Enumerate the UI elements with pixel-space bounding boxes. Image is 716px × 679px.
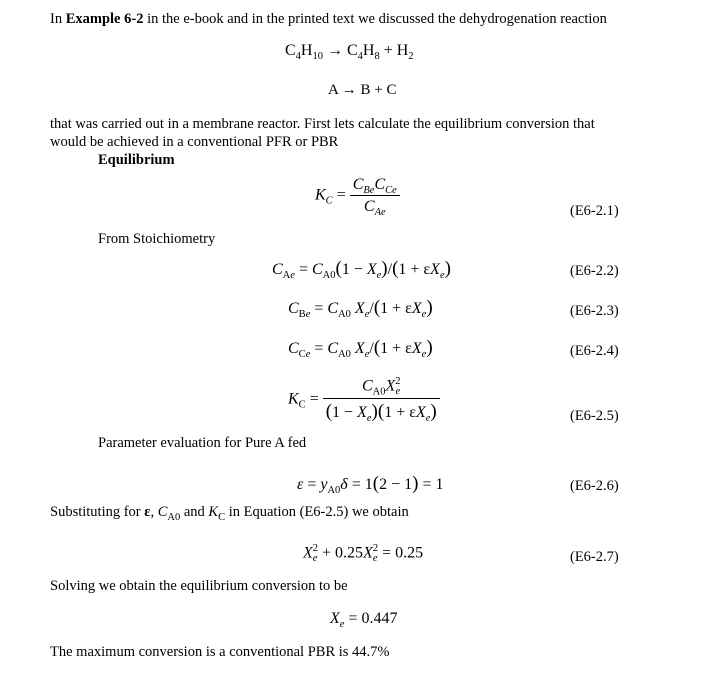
equation-e6-2-7: X 2 e + 0.25X 2 e = 0.25 — [303, 543, 424, 564]
ca0-subscript: A0 — [167, 512, 181, 523]
ca0-symbol: C — [157, 504, 168, 520]
equation-e6-2-4: $C_{Ce} = C_{A0}$ $X_e/(1 + \varepsilon X_e)$ — [288, 337, 433, 360]
kc-symbol: K — [208, 504, 219, 520]
epsilon-symbol: ε — [144, 504, 151, 520]
intro-paragraph — [50, 10, 670, 28]
substituting-line — [50, 504, 409, 521]
equation-number: (E6-2.3) — [570, 303, 619, 319]
intro-prefix: In — [50, 11, 66, 27]
equation-e6-2-3: $C_{Be} = C_{A0}$ $X_e/(1 + \varepsilon X_e)$ — [288, 297, 433, 320]
result-equation — [330, 610, 397, 628]
equation-number: (E6-2.4) — [570, 343, 619, 359]
solving-line: Solving we obtain the equilibrium conversion to be — [50, 578, 348, 594]
equation-e6-2-1: $K_C$ = $\frac{C_{Be}C_{Ce}}{C_{Ae}}$ — [315, 176, 400, 216]
equation-e6-2-6: $\varepsilon = y_{A0}\delta = 1(2 - 1) = 1$ — [297, 473, 444, 496]
conclusion-line: The maximum conversion is a conventional PBR is 44.7% — [50, 644, 390, 660]
and-word: and — [180, 504, 209, 520]
equation-number: (E6-2.2) — [570, 263, 619, 279]
equation-e6-2-5: $K_C$ = $C_{A0}X$ 2 e $(1 - X_e)(1 + \varepsilon X_e)$ — [288, 377, 440, 423]
comma: , — [150, 504, 158, 520]
equation-number: (E6-2.6) — [570, 478, 619, 494]
kc-subscript: C — [218, 512, 226, 523]
result-subscript: e — [339, 619, 345, 630]
result-variable: X — [330, 610, 340, 627]
equation-e6-2-2: $C_{Ae} = C_{A0}(1 - X_e)/(1 + \varepsilon X_e)$ — [272, 258, 451, 281]
equation-number: (E6-2.1) — [570, 203, 619, 219]
substituting-prefix: Substituting for — [50, 504, 145, 520]
generic-reaction: A → B + C — [328, 82, 397, 98]
equation-number: (E6-2.7) — [570, 549, 619, 565]
example-ref: Example 6-2 — [65, 11, 144, 27]
substituting-suffix: in Equation (E6-2.5) we obtain — [225, 504, 409, 520]
heading-stoichiometry: From Stoichiometry — [98, 231, 216, 247]
result-value: = 0.447 — [348, 610, 398, 627]
context-line-2: would be achieved in a conventional PFR or PBR — [50, 134, 339, 150]
intro-suffix: in the e-book and in the printed text we discussed the dehydrogenation reaction — [143, 11, 607, 27]
context-line-1: that was carried out in a membrane reactor. First lets calculate the equilibrium conversion that — [50, 116, 595, 132]
heading-parameter-evaluation: Parameter evaluation for Pure A fed — [98, 435, 307, 451]
reaction-formula: $C_4H_{10} \to C_4H_8 + H_2$ — [285, 42, 414, 62]
equation-number: (E6-2.5) — [570, 408, 619, 424]
heading-equilibrium: Equilibrium — [98, 152, 175, 168]
context-paragraph — [50, 115, 670, 151]
